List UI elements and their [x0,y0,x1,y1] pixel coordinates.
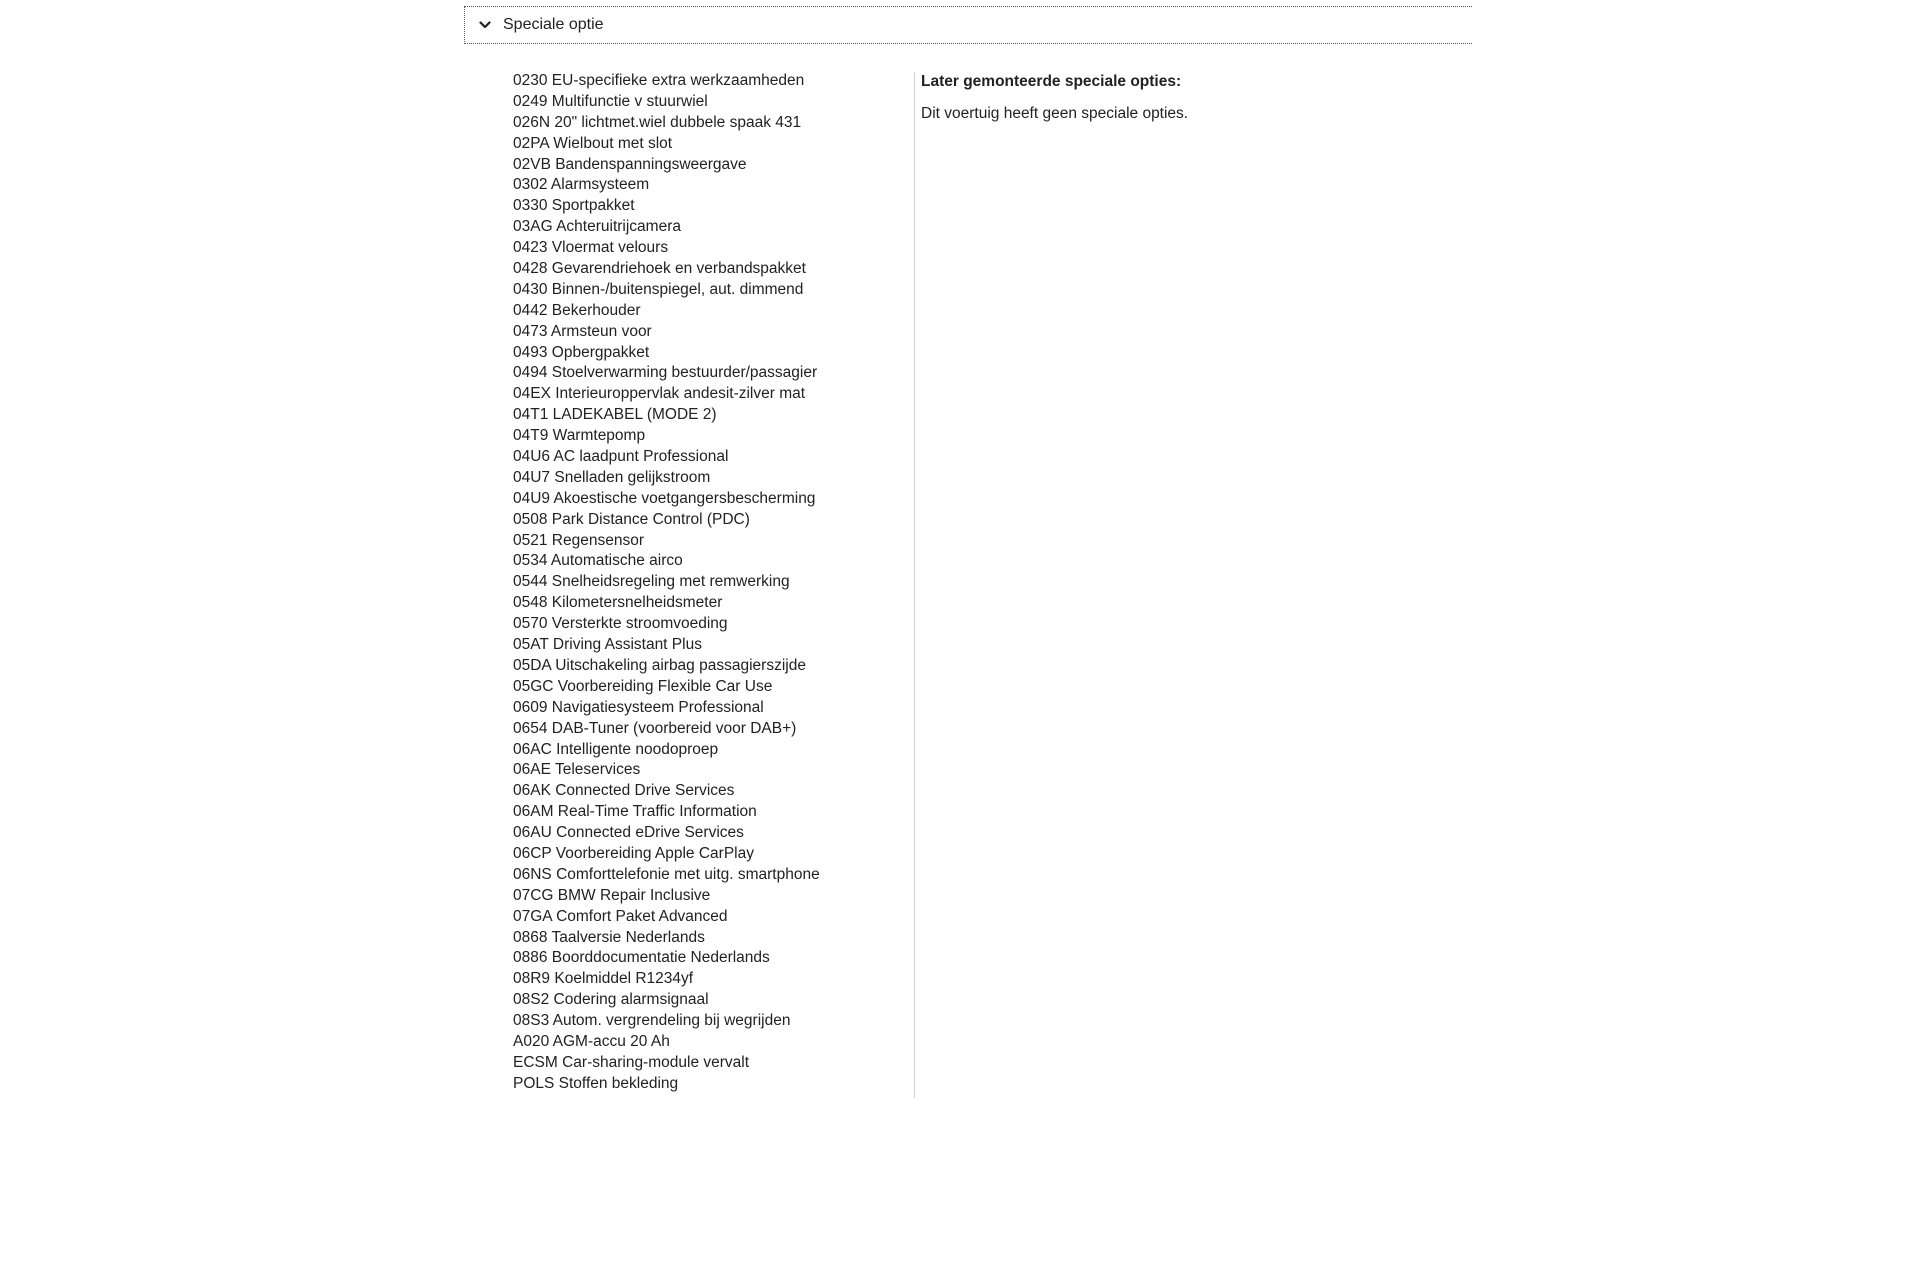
option-item: 0868 Taalversie Nederlands [513,928,705,946]
option-item: 0494 Stoelverwarming bestuurder/passagier [513,364,818,382]
column-divider [914,72,915,1098]
option-item: 0654 DAB-Tuner (voorbereid voor DAB+) [513,719,797,737]
option-item: 0423 Vloermat velours [513,239,669,257]
later-options-panel [921,71,1521,124]
option-item: 05AT Driving Assistant Plus [513,636,702,654]
option-item: 05DA Uitschakeling airbag passagierszijde [513,656,806,674]
option-item: 06CP Voorbereiding Apple CarPlay [513,844,754,862]
option-item: 0249 Multifunctie v stuurwiel [513,92,708,110]
option-item: 03AG Achteruitrijcamera [513,218,681,236]
option-item: 0442 Bekerhouder [513,301,641,319]
later-options-heading: Later gemonteerde speciale opties: [921,73,1182,90]
option-item: 0570 Versterkte stroomvoeding [513,615,728,633]
option-item: 07GA Comfort Paket Advanced [513,907,728,925]
later-options-text: Dit voertuig heeft geen speciale opties. [921,105,1189,122]
options-list [513,71,893,1095]
option-item: 04T9 Warmtepomp [513,427,646,445]
option-item: 04U7 Snelladen gelijkstroom [513,468,711,486]
option-item: 06NS Comforttelefonie met uitg. smartphone [513,865,820,883]
option-item: 04U9 Akoestische voetgangersbescherming [513,489,816,507]
option-item: ECSM Car-sharing-module vervalt [513,1053,750,1071]
option-item: 04U6 AC laadpunt Professional [513,448,729,466]
option-item: 04T1 LADEKABEL (MODE 2) [513,406,717,424]
option-item: 06AK Connected Drive Services [513,782,735,800]
option-item: 05GC Voorbereiding Flexible Car Use [513,677,773,695]
option-item: 0886 Boorddocumentatie Nederlands [513,949,770,967]
option-item: 0493 Opbergpakket [513,343,650,361]
chevron-down-icon[interactable] [477,17,493,33]
option-item: 06AE Teleservices [513,761,641,779]
option-item: 0428 Gevarendriehoek en verbandspakket [513,260,806,278]
option-item: 0609 Navigatiesysteem Professional [513,698,764,716]
option-item: 0330 Sportpakket [513,197,635,215]
option-item: 0473 Armsteun voor [513,322,652,340]
option-item: 0302 Alarmsysteem [513,176,650,194]
option-item: 07CG BMW Repair Inclusive [513,886,711,904]
option-item: 02VB Bandenspanningsweergave [513,155,747,173]
option-item: 0508 Park Distance Control (PDC) [513,510,750,528]
option-item: 0521 Regensensor [513,531,644,549]
option-item: POLS Stoffen bekleding [513,1074,679,1092]
option-item: 0544 Snelheidsregeling met remwerking [513,573,790,591]
section-title: Speciale optie [503,16,604,33]
option-item: 0534 Automatische airco [513,552,683,570]
option-item: 08R9 Koelmiddel R1234yf [513,970,694,988]
section-header-speciale-optie[interactable] [464,6,1472,44]
option-item: 08S2 Codering alarmsignaal [513,991,709,1009]
option-item: 02PA Wielbout met slot [513,134,673,152]
option-item: 0230 EU-specifieke extra werkzaamheden [513,72,805,89]
option-item: 06AC Intelligente noodoproep [513,740,719,758]
option-item: 026N 20" lichtmet.wiel dubbele spaak 431 [513,113,802,131]
option-item: 0548 Kilometersnelheidsmeter [513,594,723,612]
option-item: 0430 Binnen-/buitenspiegel, aut. dimmend [513,280,804,298]
option-item: 08S3 Autom. vergrendeling bij wegrijden [513,1012,791,1030]
option-item: A020 AGM-accu 20 Ah [513,1032,670,1050]
option-item: 06AM Real-Time Traffic Information [513,803,757,821]
option-item: 06AU Connected eDrive Services [513,824,744,842]
option-item: 04EX Interieuroppervlak andesit-zilver mat [513,385,806,403]
